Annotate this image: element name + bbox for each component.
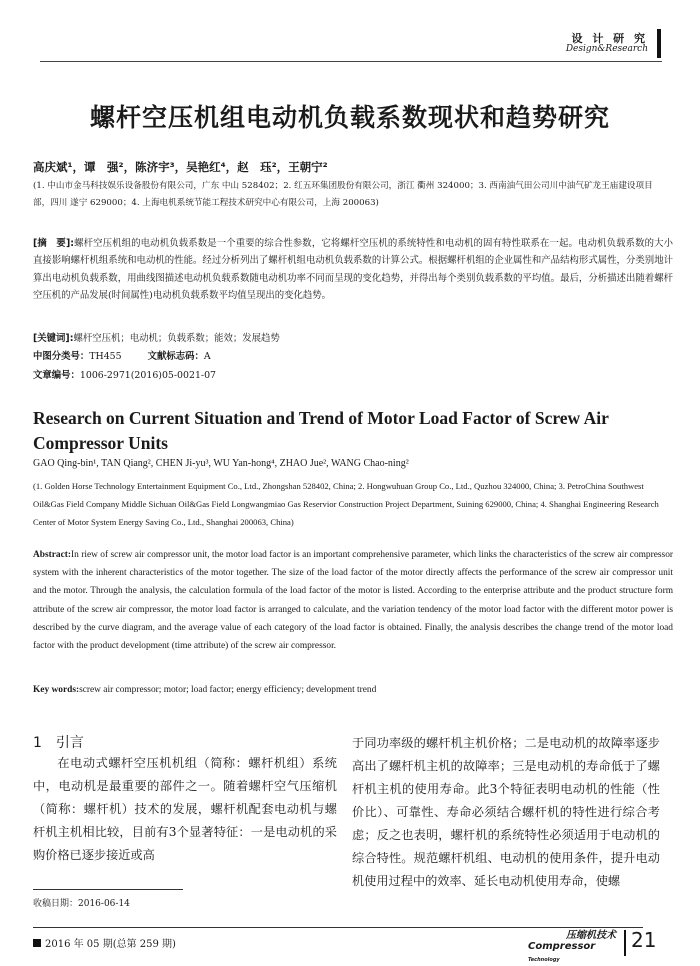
keywords-en-text: screw air compressor; motor; load factor; energy efficiency; development trend	[79, 685, 377, 695]
journal-logo-en-text: Compressor	[528, 941, 596, 952]
page-number-bar	[624, 930, 626, 956]
keywords-cn	[33, 330, 280, 344]
paper-title-en: Research on Current Situation and Trend of Motor Load Factor of Screw Air Compressor Units	[33, 408, 609, 453]
section-heading: 1 引言	[33, 735, 84, 751]
footnote-rule	[33, 889, 183, 890]
issue-text: 2016 年 05 期(总第 259 期)	[45, 939, 176, 950]
article-number	[33, 367, 216, 381]
article-number-value: 1006-2971(2016)05-0021-07	[79, 370, 217, 381]
journal-section-en: Design&Research	[565, 44, 648, 54]
doc-code-value: A	[203, 351, 211, 362]
classification	[33, 348, 211, 362]
abstract-en-text: In riew of screw air compressor unit, the motor load factor is an important comprehensive parameter, which links the characteristics of the screw air compressor system with the inherent characteristics of the motor together. The size of the load factor of the motor directly affects the performance of the screw air compressor unit and the motor. Through the analysis, the calculation formula of the load factor of the motor is listed. According to the enterprise attribute and the product structure form attribute of the screw air compressor, the motor load factor is arranged to calculate, and the variation tendency of the motor load factor with the different motor power is described by the curve diagram, and the average value of each category of the load factor is obtained. Finally, the analysis describes the change trend of the motor load factor with the product development (time attribute) of the screw air compressor.	[33, 550, 673, 652]
doc-code-label: 文献标志码：	[147, 351, 204, 362]
abstract-en	[33, 546, 673, 655]
body-column-right: 于同功率级的螺杆机主机价格；二是电动机的故障率逐步高出了螺杆机主机的故障率；三是电动机的寿命低于了螺杆机主机的使用寿命。此3个特征表明电动机的性能（性价比）、可靠性、寿命必须结合螺杆机的特性进行综合考虑；反之也表明，螺杆机的系统特性必须适用于电动机的综合特性。规范螺杆机组、电动机的使用条件，提升电动机使用过程中的效率、延长电动机使用寿命，使螺	[352, 736, 660, 888]
abstract-en-label: Abstract:	[33, 550, 72, 560]
header-bar	[657, 29, 661, 58]
journal-logo-en	[528, 941, 616, 966]
abstract-cn-text: 螺杆空压机组的电动机负载系数是一个重要的综合性参数，它将螺杆空压机的系统特性和电动机的固有特性联系在一起。电动机负载系数的大小直接影响螺杆机组系统和电动机的性能。经过分析列出了螺杆机组电动机负载系数的计算公式。根据螺杆机组的企业属性和产品结构形式属性，分类别地计算出电动机负载系数，用曲线图描述电动机负载系数随电动机功率不同而呈现的变化趋势，并得出每个类别负载系数的平均值。最后，分析描述出随着螺杆空压机的产品发展(时间属性)电动机负载系数平均值呈现出的变化趋势。	[33, 238, 673, 301]
abstract-cn-label: [摘 要]:	[33, 238, 74, 249]
affiliations-cn: (1. 中山市金马科技娱乐设备股份有限公司，广东 中山 528402；2. 红五环集团股份有限公司，浙江 衢州 324000；3. 西南油气田公司川中油气矿龙王庙建设项目部，四川 遂宁 629000；4. 上海电机系统节能工程技术研究中心有限公司，上海 200063)	[33, 181, 653, 208]
authors-cn: 高庆斌¹，谭 强²，陈济宇³，吴艳红⁴，赵 珏²，王朝宁²	[33, 160, 328, 174]
affiliations-en: (1. Golden Horse Technology Entertainment Equipment Co., Ltd., Zhongshan 528402, China; 2. Hongwuhuan Group Co., Ltd., Quzhou 324000, China; 3. PetroChina Southwest Oil&Gas Field Company Middle Sichuan Oil&Gas Field Longwangmiao Gas Reservior Construction Project Department, Suining 629000, China; 4. Shanghai Engineering Research Center of Motor System Energy Saving Co., Ltd., Shanghai 200063, China)	[33, 481, 659, 527]
issue-info	[33, 935, 176, 950]
body-column-left: 在电动式螺杆空压机机组（简称：螺杆机组）系统中，电动机是最重要的部件之一。随着螺杆空气压缩机（简称：螺杆机）技术的发展，螺杆机配套电动机与螺杆机主机相比较，目前有3个显著特征：一是电动机的采购价格已逐步接近或高	[33, 756, 337, 862]
received-date: 收稿日期：2016-06-14	[33, 899, 130, 909]
footer-rule	[33, 927, 643, 928]
authors-en: GAO Qing-bin¹, TAN Qiang², CHEN Ji-yu³, WU Yan-hong⁴, ZHAO Jue², WANG Chao-ning²	[33, 458, 409, 469]
paper-title-cn: 螺杆空压机组电动机负载系数现状和趋势研究	[89, 103, 610, 132]
journal-logo-sub: Technology	[528, 957, 560, 963]
keywords-cn-text: 螺杆空压机；电动机；负载系数；能效；发展趋势	[73, 333, 280, 344]
page-number: 21	[631, 928, 657, 952]
header-rule	[40, 61, 662, 62]
abstract-cn	[33, 235, 673, 304]
journal-logo	[528, 930, 616, 963]
keywords-en	[33, 685, 376, 695]
keywords-cn-label: [关键词]:	[33, 333, 74, 344]
clc-label: 中图分类号：	[33, 351, 90, 362]
square-bullet-icon	[33, 939, 41, 947]
journal-logo-cn: 压缩机技术	[566, 930, 616, 941]
keywords-en-label: Key words:	[33, 685, 80, 695]
journal-section-cn: 设 计 研 究	[571, 32, 648, 45]
article-number-label: 文章编号：	[33, 370, 80, 381]
clc-value: TH455	[89, 351, 122, 362]
